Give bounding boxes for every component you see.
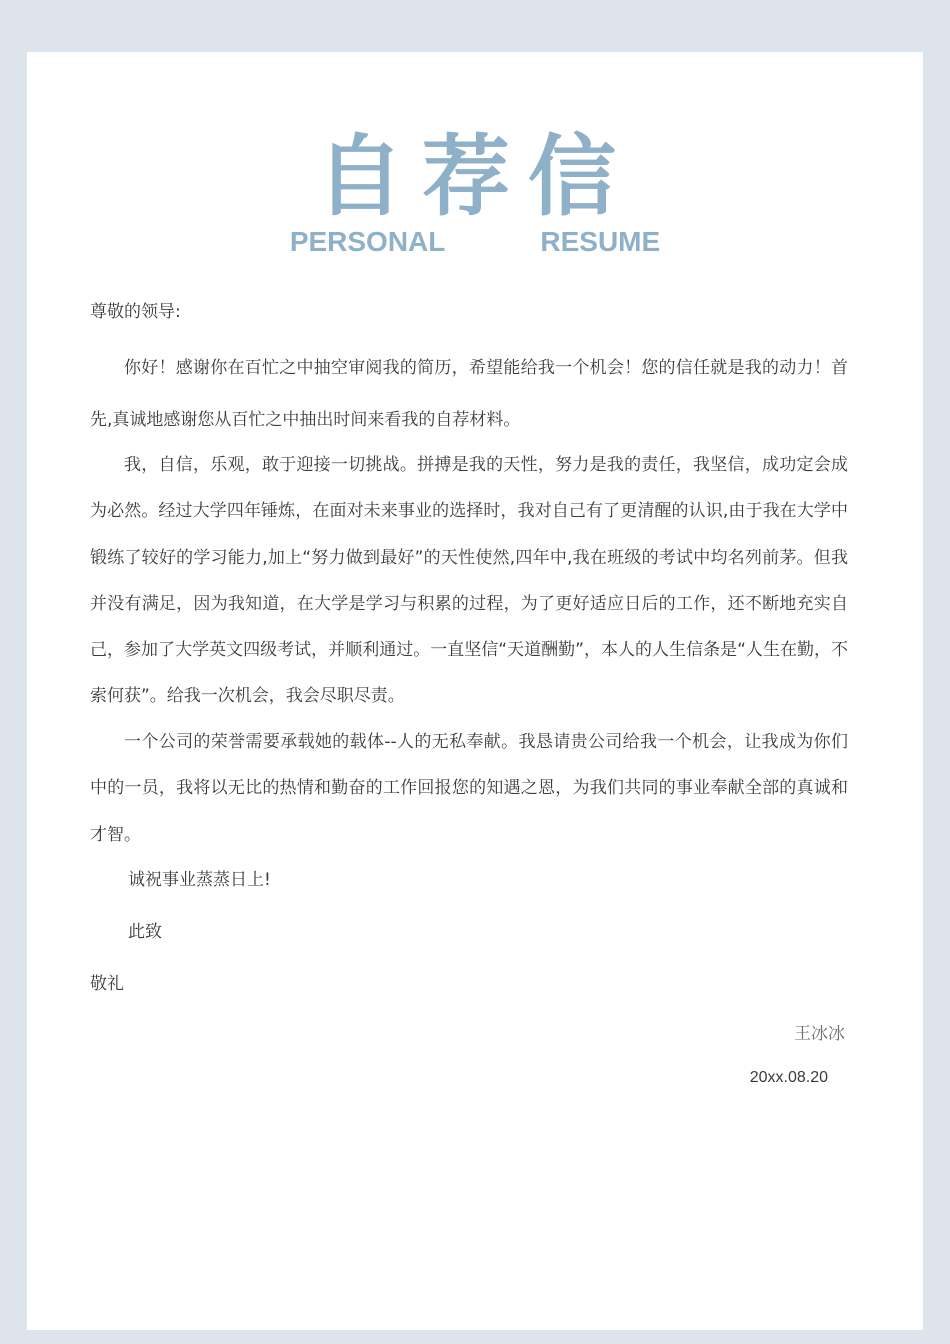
closing-jingli: 敬礼 xyxy=(90,974,124,994)
paragraph-1: 你好！感谢你在百忙之中抽空审阅我的简历，希望能给我一个机会！您的信任就是我的动力！首先,真诚地感谢您从百忙之中抽出时间来看我的自荐材料。 xyxy=(90,358,848,430)
subtitle-resume: RESUME xyxy=(540,226,661,257)
salutation: 尊敬的领导: xyxy=(90,302,181,322)
paragraph-2: 我，自信，乐观，敢于迎接一切挑战。拼搏是我的天性，努力是我的责任，我坚信，成功定会成为必然。经过大学四年锤炼，在面对未来事业的选择时，我对自己有了更清醒的认识,由于我在大学中锻练了较好的学习能力,加上“努力做到最好”的天性使然,四年中,我在班级的考试中均名列前茅。但我并没有满足，因为我知道，在大学是学习与积累的过程，为了更好适应日后的工作，还不断地充实自己，参加了大学英文四级考试，并顺利通过。一直坚信“天道酬勤”，本人的人生信条是“人生在勤，不索何获”。给我一次机会，我会尽职尽责。 xyxy=(90,455,848,707)
date: 20xx.08.20 xyxy=(749,1069,828,1086)
subtitle-personal: PERSONAL xyxy=(289,226,446,257)
closing-cizhi: 此致 xyxy=(128,922,162,942)
letter-page xyxy=(27,52,923,1330)
subtitle xyxy=(27,222,923,262)
paragraph-3: 一个公司的荣誉需要承载她的载体--人的无私奉献。我恳请贵公司给我一个机会，让我成为你们中的一员，我将以无比的热情和勤奋的工作回报您的知遇之恩，为我们共同的事业奉献全部的真诚和才智。 xyxy=(90,732,848,845)
signature: 王冰冰 xyxy=(794,1024,845,1044)
page-title: 自荐信 xyxy=(315,125,634,228)
wish-line: 诚祝事业蒸蒸日上! xyxy=(128,870,271,890)
